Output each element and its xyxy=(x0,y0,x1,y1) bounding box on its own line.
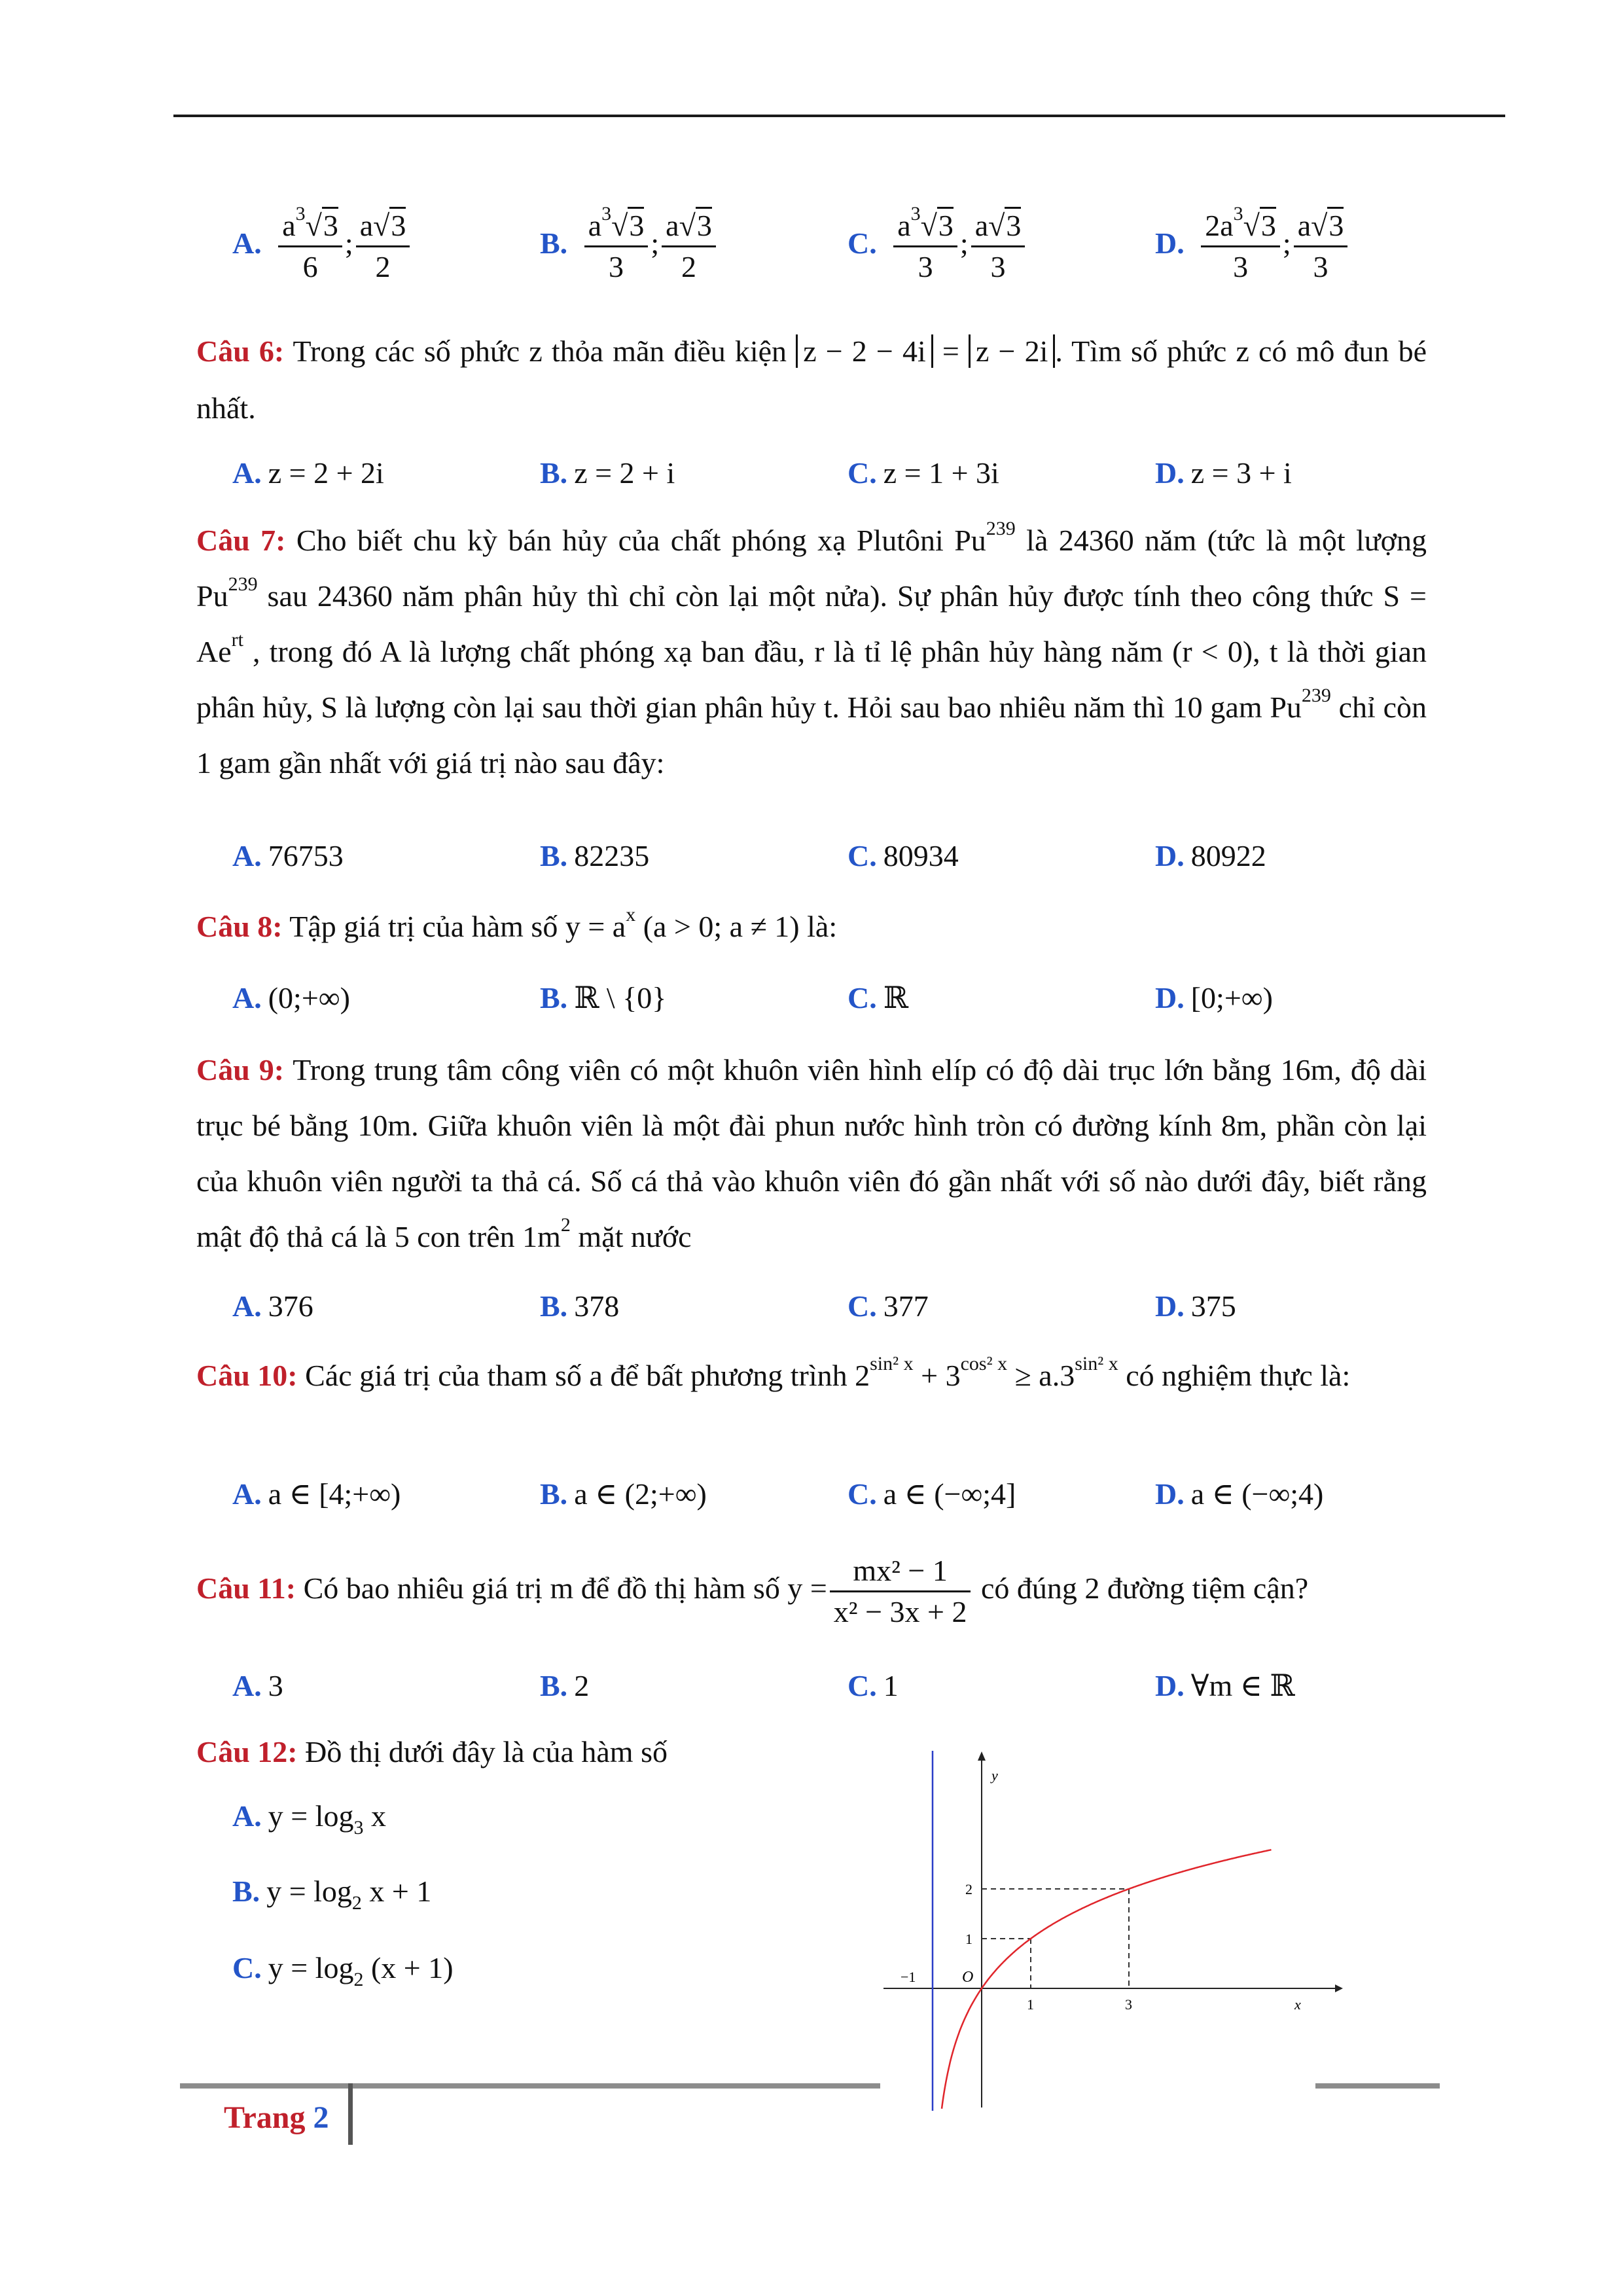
tick-label-x3: 3 xyxy=(1125,1996,1132,2013)
fraction: $\frac{a^3√3}{3}$ xyxy=(893,206,957,287)
q12-option-b[interactable]: B. $y = \log_2 x + 1$ xyxy=(232,1874,432,1914)
tick-label-y2: 2 xyxy=(965,1881,972,1897)
q8-option-c[interactable]: C. ℝ xyxy=(847,981,908,1014)
tick-label-x1: 1 xyxy=(1027,1996,1034,2013)
question-label: Câu 11: xyxy=(196,1571,296,1605)
q9-option-a[interactable]: A. 376 xyxy=(232,1289,313,1323)
fraction: $\frac{a√3}{2}$ xyxy=(356,206,410,287)
question-label: Câu 8: xyxy=(196,910,283,943)
q5-option-a[interactable]: A. $\frac{a^3√3}{6}$ ; $\frac{a√3}{2}$ xyxy=(232,206,412,287)
q9-option-b[interactable]: B. 378 xyxy=(540,1289,620,1323)
fraction: $\frac{a^3√3}{3}$ xyxy=(584,206,649,287)
fraction: $\frac{\text{mx² − 1}}{\text{x² − 3x + 2}}$ xyxy=(830,1551,971,1632)
q6-option-b[interactable]: B. z = 2 + i xyxy=(540,456,675,490)
question-6: Câu 6: Trong các số phức z thỏa mãn điều kiện z − 2 − 4i = z − 2i . Tìm số phức z có mô đun bé nhất. xyxy=(196,334,1427,425)
q5-option-c[interactable]: C. $\frac{a^3√3}{3}$ ; $\frac{a√3}{3}$ xyxy=(847,206,1027,287)
q10-option-c[interactable]: C. a ∈ (−∞;4] xyxy=(847,1477,1016,1511)
fraction: $\frac{a√3}{3}$ xyxy=(1294,206,1348,287)
q8-option-b[interactable]: B. ℝ \ {0} xyxy=(540,981,667,1014)
question-label: Câu 12: xyxy=(196,1735,298,1768)
y-axis-label: y xyxy=(991,1767,998,1784)
question-label: Câu 6: xyxy=(196,334,285,368)
footer-rule-left xyxy=(180,2083,880,2089)
q6-option-d[interactable]: D. z = 3 + i xyxy=(1155,456,1292,490)
tick-label-y1: 1 xyxy=(965,1931,972,1947)
q5-option-b[interactable]: B. $\frac{a^3√3}{3}$ ; $\frac{a√3}{2}$ xyxy=(540,206,719,287)
q11-option-a[interactable]: A. 3 xyxy=(232,1669,283,1702)
q7-option-d[interactable]: D. 80922 xyxy=(1155,839,1266,872)
fraction: $\frac{a√3}{3}$ xyxy=(971,206,1026,287)
page-number: Trang 2 xyxy=(224,2100,329,2135)
q7-option-a[interactable]: A. 76753 xyxy=(232,839,344,872)
q10-option-b[interactable]: B. a ∈ (2;+∞) xyxy=(540,1477,707,1511)
q8-option-a[interactable]: A. (0;+∞) xyxy=(232,981,350,1014)
q7-option-b[interactable]: B. 82235 xyxy=(540,839,650,872)
q10-option-a[interactable]: A. a ∈ [4;+∞) xyxy=(232,1477,401,1511)
x-axis-arrow-icon xyxy=(1335,1984,1343,1992)
question-label: Câu 9: xyxy=(196,1053,285,1086)
q6-option-c[interactable]: C. z = 1 + 3i xyxy=(847,456,999,490)
tick-label-neg1: −1 xyxy=(901,1969,916,1985)
q5-option-d[interactable]: D. $\frac{2a^3√3}{3}$ ; $\frac{a√3}{3}$ xyxy=(1155,206,1350,287)
question-8: Câu 8: Tập giá trị của hàm số $y = a^x$ (a > 0; a ≠ 1) là: xyxy=(196,904,838,943)
x-axis-label: x xyxy=(1294,1996,1301,2013)
q9-option-c[interactable]: C. 377 xyxy=(847,1289,929,1323)
q10-option-d[interactable]: D. a ∈ (−∞;4) xyxy=(1155,1477,1324,1511)
question-12: Câu 12: Đồ thị dưới đây là của hàm số xyxy=(196,1735,668,1768)
q12-option-c[interactable]: C. $y = \log_2 (x + 1)$ xyxy=(232,1951,454,1990)
q12-option-a[interactable]: A. $y = \log_3 x$ xyxy=(232,1799,386,1839)
fraction: $\frac{a√3}{2}$ xyxy=(662,206,716,287)
fraction: $\frac{2a^3√3}{3}$ xyxy=(1201,206,1280,287)
q6-option-a[interactable]: A. z = 2 + 2i xyxy=(232,456,384,490)
y-axis-arrow-icon xyxy=(978,1751,986,1761)
q5-options xyxy=(0,203,1623,283)
question-label: Câu 7: xyxy=(196,524,286,557)
question-11: Câu 11: Có bao nhiêu giá trị m để đồ thị hàm số y = $\frac{\text{mx² − 1}}{\text{x² − 3x + 2}}$ có đúng 2 đường tiệm cận? xyxy=(196,1551,1427,1632)
q12-graph xyxy=(877,1748,1348,2114)
modulus: z − 2i xyxy=(969,334,1055,368)
question-label: Câu 10: xyxy=(196,1359,298,1392)
footer-divider xyxy=(348,2083,353,2145)
question-10: Câu 10: Các giá trị của tham số a để bất phương trình $2^{sin^2 x} + 3^{cos^2 x} \ge a.3^{sin^2 x}$ có nghiệm thực là: xyxy=(196,1353,1351,1392)
fraction: $\frac{a^3√3}{6}$ xyxy=(278,206,342,287)
question-7: Câu 7: Cho biết chu kỳ bán hủy của chất phóng xạ Plutôni Pu$^{239}$ là 24360 năm (tức là một lượng Pu$^{239}$ sau 24360 năm phân hủy thì chỉ còn lại một nửa). Sự phân hủy được tính theo công thức $S = Ae^{rt}$ , trong đó A là lượng chất phóng xạ ban đầu, r là tỉ lệ phân hủy hàng năm (r < 0), t là thời gian phân hủy, S là lượng còn lại sau thời gian phân hủy t. Hỏi sau bao nhiêu năm thì 10 gam Pu$^{239}$ chỉ còn 1 gam gần nhất với giá trị nào sau đây: xyxy=(196,518,1427,780)
q11-option-b[interactable]: B. 2 xyxy=(540,1669,590,1702)
header-rule xyxy=(173,115,1505,117)
origin-label: O xyxy=(962,1969,974,1986)
modulus: z − 2 − 4i xyxy=(796,334,933,368)
q11-option-d[interactable]: D. ∀m ∈ ℝ xyxy=(1155,1669,1295,1702)
q8-option-d[interactable]: D. [0;+∞) xyxy=(1155,981,1273,1014)
question-9: Câu 9: Trong trung tâm công viên có một khuôn viên hình elíp có độ dài trục lớn bằng 16m, độ dài trục bé bằng 10m. Giữa khuôn viên là một đài phun nước hình tròn có đường kính 8m, phần còn lại của khuôn viên người ta thả cá. Số cá thả vào khuôn viên đó gần nhất với số nào dưới đây, biết rằng mật độ thả cá là 5 con trên $1m^2$ mặt nước xyxy=(196,1053,1427,1254)
q11-option-c[interactable]: C. 1 xyxy=(847,1669,899,1702)
q9-option-d[interactable]: D. 375 xyxy=(1155,1289,1236,1323)
q7-option-c[interactable]: C. 80934 xyxy=(847,839,959,872)
